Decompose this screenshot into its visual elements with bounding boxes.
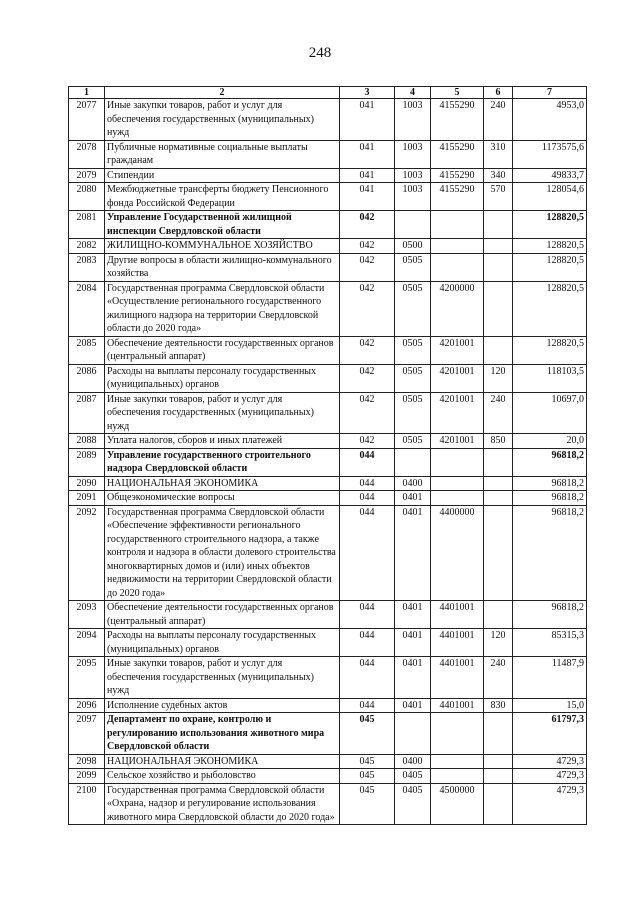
amount-cell: 96818,2	[513, 601, 587, 629]
section-code-cell: 0401	[395, 657, 431, 699]
department-code-cell: 044	[340, 505, 395, 601]
target-article-cell	[431, 448, 484, 476]
row-name-cell: Иные закупки товаров, работ и услуг для обеспечения государственных (муниципальных) нужд	[105, 392, 340, 434]
target-article-cell	[431, 754, 484, 769]
section-code-cell: 0500	[395, 239, 431, 254]
row-number-cell: 2088	[69, 434, 105, 449]
section-code-cell: 0405	[395, 783, 431, 825]
table-row	[69, 491, 587, 506]
row-number-cell: 2091	[69, 491, 105, 506]
target-article-cell	[431, 769, 484, 784]
target-article-cell: 4201001	[431, 434, 484, 449]
table-row	[69, 183, 587, 211]
row-name-cell: ЖИЛИЩНО-КОММУНАЛЬНОЕ ХОЗЯЙСТВО	[105, 239, 340, 254]
table-body	[69, 99, 587, 825]
amount-cell: 4729,3	[513, 754, 587, 769]
row-number-cell: 2078	[69, 140, 105, 168]
target-article-cell	[431, 253, 484, 281]
section-code-cell: 0401	[395, 698, 431, 713]
table-row	[69, 434, 587, 449]
department-code-cell: 041	[340, 99, 395, 141]
column-header: 3	[340, 87, 395, 99]
expense-type-cell	[484, 239, 513, 254]
target-article-cell	[431, 713, 484, 755]
amount-cell: 10697,0	[513, 392, 587, 434]
section-code-cell: 0401	[395, 629, 431, 657]
row-number-cell: 2083	[69, 253, 105, 281]
expense-type-cell: 830	[484, 698, 513, 713]
expense-type-cell: 850	[484, 434, 513, 449]
row-name-cell: Исполнение судебных актов	[105, 698, 340, 713]
row-name-cell: Другие вопросы в области жилищно-коммунального хозяйства	[105, 253, 340, 281]
expense-type-cell	[484, 253, 513, 281]
row-number-cell: 2093	[69, 601, 105, 629]
section-code-cell: 0505	[395, 392, 431, 434]
section-code-cell: 1003	[395, 140, 431, 168]
row-number-cell: 2092	[69, 505, 105, 601]
row-number-cell: 2085	[69, 336, 105, 364]
target-article-cell: 4401001	[431, 601, 484, 629]
target-article-cell: 4401001	[431, 629, 484, 657]
row-name-cell: Сельское хозяйство и рыболовство	[105, 769, 340, 784]
amount-cell: 4953,0	[513, 99, 587, 141]
row-number-cell: 2096	[69, 698, 105, 713]
row-number-cell: 2084	[69, 281, 105, 336]
department-code-cell: 045	[340, 713, 395, 755]
section-code-cell: 1003	[395, 183, 431, 211]
table-row	[69, 336, 587, 364]
amount-cell: 128820,5	[513, 239, 587, 254]
row-number-cell: 2082	[69, 239, 105, 254]
column-header: 5	[431, 87, 484, 99]
target-article-cell: 4500000	[431, 783, 484, 825]
column-header: 7	[513, 87, 587, 99]
department-code-cell: 042	[340, 364, 395, 392]
amount-cell: 128820,5	[513, 281, 587, 336]
row-name-cell: Публичные нормативные социальные выплаты гражданам	[105, 140, 340, 168]
department-code-cell: 042	[340, 281, 395, 336]
target-article-cell: 4155290	[431, 183, 484, 211]
table-row	[69, 713, 587, 755]
section-code-cell: 0400	[395, 754, 431, 769]
department-code-cell: 044	[340, 601, 395, 629]
target-article-cell	[431, 476, 484, 491]
expense-type-cell	[484, 476, 513, 491]
expense-type-cell	[484, 448, 513, 476]
amount-cell: 20,0	[513, 434, 587, 449]
target-article-cell: 4155290	[431, 168, 484, 183]
target-article-cell: 4201001	[431, 336, 484, 364]
department-code-cell: 042	[340, 211, 395, 239]
table-row	[69, 505, 587, 601]
amount-cell: 128054,6	[513, 183, 587, 211]
row-number-cell: 2100	[69, 783, 105, 825]
target-article-cell: 4401001	[431, 657, 484, 699]
expense-type-cell	[484, 281, 513, 336]
table-row	[69, 168, 587, 183]
table-row	[69, 769, 587, 784]
row-name-cell: Департамент по охране, контролю и регулированию использования животного мира Свердловской области	[105, 713, 340, 755]
table-row	[69, 476, 587, 491]
column-header: 1	[69, 87, 105, 99]
expense-type-cell	[484, 783, 513, 825]
department-code-cell: 042	[340, 434, 395, 449]
amount-cell: 4729,3	[513, 783, 587, 825]
row-number-cell: 2080	[69, 183, 105, 211]
amount-cell: 118103,5	[513, 364, 587, 392]
expense-type-cell: 570	[484, 183, 513, 211]
department-code-cell: 041	[340, 168, 395, 183]
table-row	[69, 239, 587, 254]
amount-cell: 1173575,6	[513, 140, 587, 168]
budget-table	[68, 86, 587, 825]
target-article-cell: 4155290	[431, 140, 484, 168]
amount-cell: 96818,2	[513, 448, 587, 476]
row-number-cell: 2095	[69, 657, 105, 699]
section-code-cell: 0400	[395, 476, 431, 491]
row-number-cell: 2087	[69, 392, 105, 434]
amount-cell: 11487,9	[513, 657, 587, 699]
amount-cell: 96818,2	[513, 505, 587, 601]
row-name-cell: Управление Государственной жилищной инспекции Свердловской области	[105, 211, 340, 239]
section-code-cell	[395, 211, 431, 239]
target-article-cell: 4201001	[431, 392, 484, 434]
table-row	[69, 99, 587, 141]
table-row	[69, 657, 587, 699]
row-number-cell: 2098	[69, 754, 105, 769]
section-code-cell: 0505	[395, 253, 431, 281]
row-name-cell: НАЦИОНАЛЬНАЯ ЭКОНОМИКА	[105, 754, 340, 769]
amount-cell: 61797,3	[513, 713, 587, 755]
table-row	[69, 392, 587, 434]
row-name-cell: Иные закупки товаров, работ и услуг для обеспечения государственных (муниципальных) нужд	[105, 99, 340, 141]
section-code-cell: 0505	[395, 364, 431, 392]
table-header-row	[69, 87, 587, 99]
target-article-cell	[431, 239, 484, 254]
row-name-cell: Уплата налогов, сборов и иных платежей	[105, 434, 340, 449]
amount-cell: 96818,2	[513, 476, 587, 491]
section-code-cell: 0505	[395, 336, 431, 364]
target-article-cell: 4400000	[431, 505, 484, 601]
expense-type-cell: 340	[484, 168, 513, 183]
expense-type-cell	[484, 713, 513, 755]
row-name-cell: Стипендии	[105, 168, 340, 183]
table-row	[69, 783, 587, 825]
row-name-cell: Управление государственного строительного надзора Свердловской области	[105, 448, 340, 476]
row-number-cell: 2086	[69, 364, 105, 392]
amount-cell: 49833,7	[513, 168, 587, 183]
expense-type-cell	[484, 505, 513, 601]
table-row	[69, 281, 587, 336]
row-name-cell: Общеэкономические вопросы	[105, 491, 340, 506]
section-code-cell: 0505	[395, 434, 431, 449]
expense-type-cell	[484, 336, 513, 364]
row-name-cell: Расходы на выплаты персоналу государственных (муниципальных) органов	[105, 629, 340, 657]
column-header: 6	[484, 87, 513, 99]
row-number-cell: 2090	[69, 476, 105, 491]
department-code-cell: 045	[340, 754, 395, 769]
row-number-cell: 2081	[69, 211, 105, 239]
row-number-cell: 2094	[69, 629, 105, 657]
section-code-cell: 0505	[395, 281, 431, 336]
table-row	[69, 140, 587, 168]
table-row	[69, 754, 587, 769]
department-code-cell: 044	[340, 657, 395, 699]
department-code-cell: 044	[340, 491, 395, 506]
row-number-cell: 2079	[69, 168, 105, 183]
column-header: 4	[395, 87, 431, 99]
department-code-cell: 041	[340, 183, 395, 211]
department-code-cell: 042	[340, 336, 395, 364]
department-code-cell: 044	[340, 629, 395, 657]
target-article-cell: 4401001	[431, 698, 484, 713]
table-row	[69, 448, 587, 476]
section-code-cell	[395, 713, 431, 755]
row-name-cell: Государственная программа Свердловской области «Охрана, надзор и регулирование использования животного мира Свердловской области до 2020 года»	[105, 783, 340, 825]
expense-type-cell: 240	[484, 392, 513, 434]
row-name-cell: Расходы на выплаты персоналу государственных (муниципальных) органов	[105, 364, 340, 392]
expense-type-cell	[484, 754, 513, 769]
target-article-cell	[431, 211, 484, 239]
row-name-cell: Иные закупки товаров, работ и услуг для обеспечения государственных (муниципальных) нужд	[105, 657, 340, 699]
table-row	[69, 211, 587, 239]
department-code-cell: 044	[340, 448, 395, 476]
expense-type-cell	[484, 491, 513, 506]
department-code-cell: 044	[340, 476, 395, 491]
department-code-cell: 042	[340, 239, 395, 254]
table-row	[69, 253, 587, 281]
department-code-cell: 042	[340, 253, 395, 281]
amount-cell: 85315,3	[513, 629, 587, 657]
row-number-cell: 2099	[69, 769, 105, 784]
section-code-cell: 0401	[395, 491, 431, 506]
expense-type-cell: 240	[484, 99, 513, 141]
section-code-cell: 0401	[395, 505, 431, 601]
amount-cell: 4729,3	[513, 769, 587, 784]
amount-cell: 15,0	[513, 698, 587, 713]
row-name-cell: Межбюджетные трансферты бюджету Пенсионного фонда Российской Федерации	[105, 183, 340, 211]
expense-type-cell: 120	[484, 629, 513, 657]
row-name-cell: НАЦИОНАЛЬНАЯ ЭКОНОМИКА	[105, 476, 340, 491]
amount-cell: 128820,5	[513, 211, 587, 239]
amount-cell: 128820,5	[513, 336, 587, 364]
target-article-cell	[431, 491, 484, 506]
row-name-cell: Обеспечение деятельности государственных органов (центральный аппарат)	[105, 336, 340, 364]
row-number-cell: 2077	[69, 99, 105, 141]
department-code-cell: 042	[340, 392, 395, 434]
section-code-cell: 0405	[395, 769, 431, 784]
target-article-cell: 4201001	[431, 364, 484, 392]
amount-cell: 128820,5	[513, 253, 587, 281]
table-row	[69, 601, 587, 629]
amount-cell: 96818,2	[513, 491, 587, 506]
department-code-cell: 045	[340, 769, 395, 784]
expense-type-cell: 310	[484, 140, 513, 168]
row-number-cell: 2097	[69, 713, 105, 755]
department-code-cell: 041	[340, 140, 395, 168]
target-article-cell: 4200000	[431, 281, 484, 336]
department-code-cell: 045	[340, 783, 395, 825]
section-code-cell: 1003	[395, 99, 431, 141]
column-header: 2	[105, 87, 340, 99]
page-number: 248	[308, 45, 332, 61]
department-code-cell: 044	[340, 698, 395, 713]
table-row	[69, 364, 587, 392]
expense-type-cell: 240	[484, 657, 513, 699]
expense-type-cell: 120	[484, 364, 513, 392]
section-code-cell: 1003	[395, 168, 431, 183]
row-number-cell: 2089	[69, 448, 105, 476]
expense-type-cell	[484, 769, 513, 784]
row-name-cell: Государственная программа Свердловской области «Обеспечение эффективности регионального государственного строительного надзора, а также контроля и надзора в области долевого строительства многоквартирных домов и (или) иных объектов недвижимости на территории Свердловской области до 2020 года»	[105, 505, 340, 601]
table-row	[69, 629, 587, 657]
target-article-cell: 4155290	[431, 99, 484, 141]
section-code-cell	[395, 448, 431, 476]
section-code-cell: 0401	[395, 601, 431, 629]
table-row	[69, 698, 587, 713]
row-name-cell: Государственная программа Свердловской области «Осуществление регионального государственного жилищного надзора на территории Свердловской области до 2020 года»	[105, 281, 340, 336]
expense-type-cell	[484, 601, 513, 629]
row-name-cell: Обеспечение деятельности государственных органов (центральный аппарат)	[105, 601, 340, 629]
expense-type-cell	[484, 211, 513, 239]
